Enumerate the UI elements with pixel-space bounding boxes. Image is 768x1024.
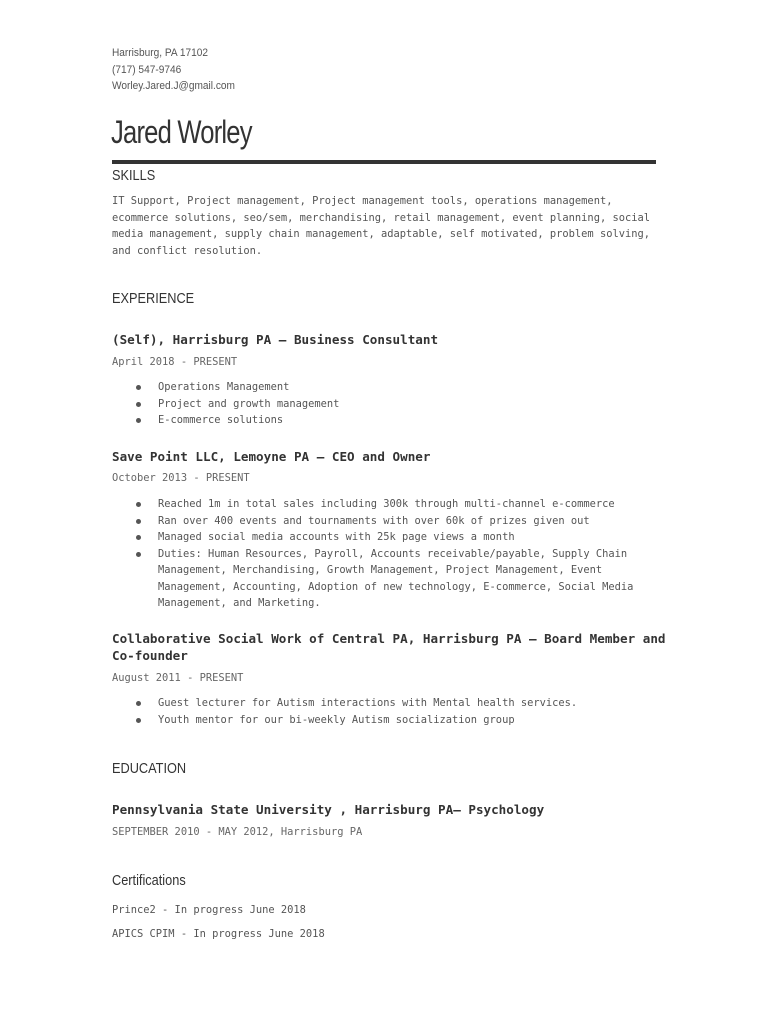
job-title: Save Point LLC, Lemoyne PA — CEO and Owner: [112, 449, 431, 464]
job-bullet: Duties: Human Resources, Payroll, Accounts receivable/payable, Supply Chain Management, Merchandising, Growth Management, Project Management, Event Management, Accounting, Adoption of new technology, E-commerce, Social Media Management, and Marketing.: [134, 546, 674, 612]
contact-address: Harrisburg, PA 17102: [112, 47, 209, 59]
job-bullet: Operations Management: [134, 379, 674, 396]
experience-heading: EXPERIENCE: [112, 290, 195, 307]
education-date: SEPTEMBER 2010 - MAY 2012, Harrisburg PA: [112, 826, 363, 838]
job-bullets: [134, 695, 674, 728]
job-bullet: Ran over 400 events and tournaments with over 60k of prizes given out: [134, 513, 674, 530]
job-title: Collaborative Social Work of Central PA, Harrisburg PA — Board Member and Co-founder: [112, 631, 666, 663]
job-bullets: [134, 379, 674, 429]
education-school: Pennsylvania State University , Harrisburg PA— Psychology: [112, 802, 545, 817]
certification-item: APICS CPIM - In progress June 2018: [112, 928, 325, 940]
contact-phone: (717) 547-9746: [112, 63, 182, 76]
job-date: April 2018 - PRESENT: [112, 356, 238, 368]
job-bullet: Managed social media accounts with 25k page views a month: [134, 529, 674, 546]
certification-item: Prince2 - In progress June 2018: [112, 904, 306, 916]
job-bullets: [134, 496, 674, 612]
education-heading: EDUCATION: [112, 760, 187, 777]
job-bullet: Guest lecturer for Autism interactions with Mental health services.: [134, 695, 674, 712]
job-bullet: Youth mentor for our bi-weekly Autism socialization group: [134, 712, 674, 729]
resume-name: Jared Worley: [111, 114, 252, 150]
header-divider: [112, 160, 656, 164]
job-bullet: Reached 1m in total sales including 300k through multi-channel e-commerce: [134, 496, 674, 513]
skills-heading: SKILLS: [112, 167, 156, 184]
job-date: August 2011 - PRESENT: [112, 672, 244, 684]
job-bullet: Project and growth management: [134, 396, 674, 413]
contact-email: Worley.Jared.J@gmail.com: [112, 80, 235, 92]
contact-info: [112, 45, 235, 95]
job-bullet: E-commerce solutions: [134, 412, 674, 429]
job-date: October 2013 - PRESENT: [112, 472, 250, 484]
job-title: (Self), Harrisburg PA — Business Consultant: [112, 332, 439, 347]
certifications-heading: Certifications: [112, 872, 186, 889]
skills-text: IT Support, Project management, Project management tools, operations management, ecommerce solutions, seo/sem, merchandising, retail management, event planning, social media management, supply chain management, adaptable, self motivated, problem solving, and conflict resolution.: [112, 195, 650, 257]
